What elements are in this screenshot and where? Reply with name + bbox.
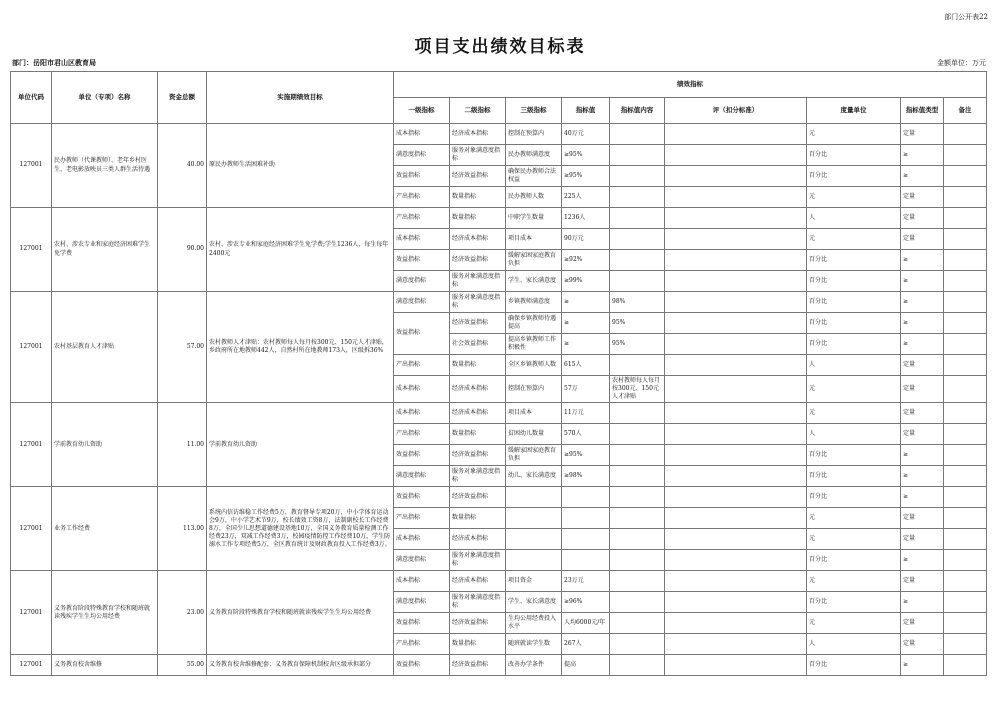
level2-cell: 社会效益指标	[450, 334, 506, 355]
col-header-name: 单位（专项）名称	[52, 72, 158, 124]
type-cell: ≥	[901, 487, 944, 508]
amount-unit-label: 金额单位：万元	[937, 59, 986, 67]
project-name-cell: 农村、涉农专业和家庭经济困难学生免学费	[52, 208, 158, 292]
col-header-type: 指标值类型	[901, 98, 944, 124]
level2-cell: 经济效益指标	[450, 655, 506, 676]
value-cell: ≥99%	[562, 271, 610, 292]
value-cell: ≥92%	[562, 250, 610, 271]
level1-cell: 满意度指标	[394, 145, 450, 166]
level1-cell: 产出指标	[394, 355, 450, 376]
level3-cell: 中职学生数量	[506, 208, 562, 229]
level3-cell: 提高乡镇教师工作积极性	[506, 334, 562, 355]
level2-cell: 数量指标	[450, 187, 506, 208]
table-row	[11, 655, 987, 676]
col-header-measure: 度量单位	[807, 98, 901, 124]
type-cell: ≥	[901, 250, 944, 271]
level1-cell: 效益指标	[394, 445, 450, 466]
col-header-amount: 资金总额	[158, 72, 207, 124]
remark-cell	[944, 445, 987, 466]
value-content-cell	[610, 571, 665, 592]
score-cell	[665, 592, 807, 613]
value-content-cell	[610, 145, 665, 166]
level2-cell: 经济成本指标	[450, 229, 506, 250]
level3-cell: 学生、家长满意度	[506, 271, 562, 292]
remark-cell	[944, 292, 987, 313]
type-cell: 定量	[901, 124, 944, 145]
col-header-remark: 备注	[944, 98, 987, 124]
table-row	[11, 403, 987, 424]
project-name-cell: 民办教师（代课教师）、老年乡村医生、老电影放映员三类人群生活待遇	[52, 124, 158, 208]
remark-cell	[944, 355, 987, 376]
score-cell	[665, 655, 807, 676]
level2-cell: 服务对象满意度指标	[450, 271, 506, 292]
value-content-cell	[610, 250, 665, 271]
remark-cell	[944, 634, 987, 655]
type-cell: 定量	[901, 229, 944, 250]
level1-cell: 成本指标	[394, 403, 450, 424]
value-content-cell	[610, 229, 665, 250]
level3-cell: 缓解家困家庭教育负担	[506, 445, 562, 466]
level2-cell: 数量指标	[450, 634, 506, 655]
type-cell: ≥	[901, 145, 944, 166]
level3-cell: 缓解家困家庭教育负担	[506, 250, 562, 271]
remark-cell	[944, 166, 987, 187]
value-content-cell	[610, 529, 665, 550]
score-cell	[665, 571, 807, 592]
value-cell: ≥	[562, 334, 610, 355]
score-cell	[665, 487, 807, 508]
value-cell: 225人	[562, 187, 610, 208]
level1-cell: 产出指标	[394, 634, 450, 655]
level3-cell	[506, 508, 562, 529]
value-cell: 40万元	[562, 124, 610, 145]
type-cell: 定量	[901, 529, 944, 550]
value-cell: 267人	[562, 634, 610, 655]
measure-cell: 百分比	[807, 292, 901, 313]
type-cell: 定量	[901, 355, 944, 376]
level2-cell: 经济成本指标	[450, 124, 506, 145]
target-cell: 系统内信访维稳工作经费5万，教育督导专项20万，中小学体育运动会9万，中小学艺术节9万，校长绩效工资8万，法制副校长工作经费8万，全国少儿思想道德建设基地10万，全国义务教育质量检测工作经费23万，双减工作经费3万，校园疫情防控工作经费10万，学生防溺水工作专项经费5万，全区教育统计及财政教育投入工作经费3万。	[207, 487, 394, 571]
target-cell: 义务教育校舍维修配套；义务教育保障机制校舍区级承担部分	[207, 655, 394, 676]
measure-cell: 百分比	[807, 466, 901, 487]
level1-cell: 效益指标	[394, 487, 450, 508]
measure-cell: 元	[807, 508, 901, 529]
level1-cell: 成本指标	[394, 529, 450, 550]
remark-cell	[944, 313, 987, 334]
value-content-cell	[610, 355, 665, 376]
remark-cell	[944, 334, 987, 355]
col-header-level1: 一级指标	[394, 98, 450, 124]
target-cell: 义务教育阶段特殊教育学校和随班就读残疾学生生均公用经费	[207, 571, 394, 655]
remark-cell	[944, 376, 987, 403]
measure-cell: 百分比	[807, 445, 901, 466]
level2-cell: 经济效益指标	[450, 445, 506, 466]
level1-cell: 产出指标	[394, 508, 450, 529]
value-content-cell: 95%	[610, 334, 665, 355]
page-title: 项目支出绩效目标表	[414, 37, 586, 57]
value-cell	[562, 529, 610, 550]
value-content-cell	[610, 424, 665, 445]
score-cell	[665, 124, 807, 145]
level2-cell: 服务对象满意度指标	[450, 592, 506, 613]
type-cell: ≥	[901, 466, 944, 487]
level3-cell: 贫困幼儿数量	[506, 424, 562, 445]
level3-cell: 生均公用经费投入水平	[506, 613, 562, 634]
measure-cell: 人	[807, 424, 901, 445]
score-cell	[665, 634, 807, 655]
value-content-cell	[610, 655, 665, 676]
measure-cell: 百分比	[807, 655, 901, 676]
level3-cell: 确保民办教师合法权益	[506, 166, 562, 187]
measure-cell: 元	[807, 613, 901, 634]
level1-cell: 满意度指标	[394, 466, 450, 487]
unit-code-cell: 127001	[11, 403, 52, 487]
value-cell: 提高	[562, 655, 610, 676]
level2-cell: 服务对象满意度指标	[450, 145, 506, 166]
level1-cell: 产出指标	[394, 424, 450, 445]
level2-cell: 服务对象满意度指标	[450, 466, 506, 487]
level1-cell: 成本指标	[394, 376, 450, 403]
amount-cell: 55.00	[158, 655, 207, 676]
level3-cell: 乡镇教师满意度	[506, 292, 562, 313]
remark-cell	[944, 613, 987, 634]
col-header-target: 实施期绩效目标	[207, 72, 394, 124]
measure-cell: 百分比	[807, 250, 901, 271]
score-cell	[665, 187, 807, 208]
remark-cell	[944, 145, 987, 166]
project-name-cell: 农村基层教育人才津贴	[52, 292, 158, 403]
level3-cell: 项目成本	[506, 403, 562, 424]
type-cell: 定量	[901, 376, 944, 403]
level3-cell: 确保乡镇教师待遇提高	[506, 313, 562, 334]
type-cell: ≥	[901, 550, 944, 571]
level3-cell: 民办教师满意度	[506, 145, 562, 166]
remark-cell	[944, 424, 987, 445]
level2-cell: 服务对象满意度指标	[450, 550, 506, 571]
value-cell: 23万元	[562, 571, 610, 592]
score-cell	[665, 145, 807, 166]
value-cell: 615人	[562, 355, 610, 376]
table-row	[11, 571, 987, 592]
score-cell	[665, 313, 807, 334]
unit-code-cell: 127001	[11, 124, 52, 208]
value-cell: ≥96%	[562, 592, 610, 613]
level2-cell: 服务对象满意度指标	[450, 292, 506, 313]
type-cell: ≥	[901, 271, 944, 292]
performance-table	[10, 71, 987, 676]
measure-cell: 元	[807, 403, 901, 424]
form-number: 部门公开表22	[944, 13, 988, 21]
measure-cell: 人	[807, 208, 901, 229]
value-cell: ≥	[562, 292, 610, 313]
level2-cell: 经济成本指标	[450, 571, 506, 592]
type-cell: 定量	[901, 634, 944, 655]
unit-code-cell: 127001	[11, 292, 52, 403]
remark-cell	[944, 271, 987, 292]
type-cell: ≥	[901, 655, 944, 676]
score-cell	[665, 292, 807, 313]
col-header-value: 指标值	[562, 98, 610, 124]
project-name-cell: 业务工作经费	[52, 487, 158, 571]
target-cell: 农村、涉农专业和家庭经济困难学生免学费;学生1236人，每生每年2400元	[207, 208, 394, 292]
remark-cell	[944, 187, 987, 208]
measure-cell: 人	[807, 355, 901, 376]
score-cell	[665, 355, 807, 376]
level3-cell: 控制在预算内	[506, 124, 562, 145]
type-cell: 定量	[901, 403, 944, 424]
level3-cell: 随班就读学生数	[506, 634, 562, 655]
score-cell	[665, 376, 807, 403]
score-cell	[665, 550, 807, 571]
score-cell	[665, 613, 807, 634]
value-content-cell	[610, 166, 665, 187]
level3-cell: 项目成本	[506, 229, 562, 250]
project-name-cell: 义务教育阶段特殊教育学校和随班就读残疾学生生均公用经费	[52, 571, 158, 655]
level2-cell: 经济效益指标	[450, 250, 506, 271]
value-cell: 1236人	[562, 208, 610, 229]
value-content-cell: 农村教师每人每月按300元、150元人才津贴	[610, 376, 665, 403]
value-content-cell	[610, 508, 665, 529]
level3-cell: 改善办学条件	[506, 655, 562, 676]
level2-cell: 数量指标	[450, 208, 506, 229]
level1-cell: 产出指标	[394, 187, 450, 208]
amount-cell: 90.00	[158, 208, 207, 292]
remark-cell	[944, 508, 987, 529]
measure-cell: 百分比	[807, 145, 901, 166]
value-cell: ≥95%	[562, 445, 610, 466]
level1-cell: 效益指标	[394, 313, 450, 355]
remark-cell	[944, 403, 987, 424]
measure-cell: 百分比	[807, 313, 901, 334]
level3-cell	[506, 550, 562, 571]
level3-cell: 学生、家长满意度	[506, 592, 562, 613]
col-header-indicators: 绩效指标	[394, 72, 987, 98]
type-cell: ≥	[901, 592, 944, 613]
value-cell: ≥95%	[562, 145, 610, 166]
value-content-cell	[610, 613, 665, 634]
measure-cell: 元	[807, 124, 901, 145]
col-header-level3: 三级指标	[506, 98, 562, 124]
measure-cell: 百分比	[807, 334, 901, 355]
level1-cell: 成本指标	[394, 124, 450, 145]
level2-cell: 经济成本指标	[450, 376, 506, 403]
level2-cell: 经济成本指标	[450, 403, 506, 424]
amount-cell: 57.00	[158, 292, 207, 403]
level1-cell: 满意度指标	[394, 550, 450, 571]
remark-cell	[944, 229, 987, 250]
value-cell	[562, 550, 610, 571]
col-header-value-content: 指标值内容	[610, 98, 665, 124]
project-name-cell: 义务教育校舍维修	[52, 655, 158, 676]
value-cell	[562, 487, 610, 508]
col-header-score: 评（扣分标准）	[665, 98, 807, 124]
score-cell	[665, 229, 807, 250]
amount-cell: 113.00	[158, 487, 207, 571]
unit-code-cell: 127001	[11, 571, 52, 655]
col-header-code: 单位代码	[11, 72, 52, 124]
type-cell: 定量	[901, 571, 944, 592]
level2-cell: 经济效益指标	[450, 613, 506, 634]
value-content-cell	[610, 550, 665, 571]
remark-cell	[944, 250, 987, 271]
value-content-cell	[610, 445, 665, 466]
project-name-cell: 学前教育幼儿资助	[52, 403, 158, 487]
type-cell: 定量	[901, 187, 944, 208]
level2-cell: 经济效益指标	[450, 313, 506, 334]
value-content-cell	[610, 403, 665, 424]
level1-cell: 满意度指标	[394, 292, 450, 313]
value-cell: 90万元	[562, 229, 610, 250]
level3-cell: 民办教师人数	[506, 187, 562, 208]
measure-cell: 百分比	[807, 592, 901, 613]
value-cell: 11万元	[562, 403, 610, 424]
measure-cell: 元	[807, 571, 901, 592]
score-cell	[665, 466, 807, 487]
measure-cell: 百分比	[807, 166, 901, 187]
value-cell	[562, 508, 610, 529]
level1-cell: 效益指标	[394, 613, 450, 634]
score-cell	[665, 208, 807, 229]
score-cell	[665, 424, 807, 445]
level2-cell: 经济成本指标	[450, 529, 506, 550]
type-cell: 定量	[901, 424, 944, 445]
level1-cell: 成本指标	[394, 571, 450, 592]
level2-cell: 经济效益指标	[450, 166, 506, 187]
score-cell	[665, 250, 807, 271]
measure-cell: 百分比	[807, 487, 901, 508]
amount-cell: 23.00	[158, 571, 207, 655]
level3-cell: 幼儿、家长满意度	[506, 466, 562, 487]
value-cell: ≥	[562, 313, 610, 334]
remark-cell	[944, 550, 987, 571]
measure-cell: 百分比	[807, 271, 901, 292]
value-content-cell: 95%	[610, 313, 665, 334]
table-row	[11, 292, 987, 313]
target-cell: 农村教师人才津贴：农村教师每人每月按300元、150元人才津贴，乡政府所在地教师442人，自然村所在地教师173人，区级拆36%	[207, 292, 394, 403]
type-cell: 定量	[901, 208, 944, 229]
measure-cell: 元	[807, 187, 901, 208]
unit-code-cell: 127001	[11, 655, 52, 676]
level1-cell: 效益指标	[394, 250, 450, 271]
level3-cell: 全区乡镇教师人数	[506, 355, 562, 376]
value-cell: ≥98%	[562, 466, 610, 487]
value-cell: 57万	[562, 376, 610, 403]
unit-code-cell: 127001	[11, 487, 52, 571]
value-content-cell	[610, 592, 665, 613]
measure-cell: 人	[807, 634, 901, 655]
department-label: 部门：岳阳市君山区教育局	[12, 58, 96, 67]
score-cell	[665, 166, 807, 187]
level3-cell	[506, 529, 562, 550]
score-cell	[665, 445, 807, 466]
type-cell: ≥	[901, 313, 944, 334]
measure-cell: 元	[807, 229, 901, 250]
value-cell: 570人	[562, 424, 610, 445]
type-cell: 定量	[901, 508, 944, 529]
target-cell: 原民办教师生活困难补助	[207, 124, 394, 208]
type-cell: 定量	[901, 613, 944, 634]
score-cell	[665, 403, 807, 424]
table-body	[11, 124, 987, 676]
target-cell: 学前教育幼儿资助	[207, 403, 394, 487]
remark-cell	[944, 529, 987, 550]
remark-cell	[944, 466, 987, 487]
level3-cell	[506, 487, 562, 508]
type-cell: ≥	[901, 445, 944, 466]
level1-cell: 效益指标	[394, 166, 450, 187]
score-cell	[665, 529, 807, 550]
level3-cell: 项目资金	[506, 571, 562, 592]
score-cell	[665, 271, 807, 292]
level2-cell: 经济效益指标	[450, 487, 506, 508]
remark-cell	[944, 571, 987, 592]
table-row	[11, 487, 987, 508]
level1-cell: 效益指标	[394, 655, 450, 676]
value-content-cell	[610, 124, 665, 145]
value-content-cell: 98%	[610, 292, 665, 313]
value-content-cell	[610, 487, 665, 508]
value-cell: 人均6000元/年	[562, 613, 610, 634]
remark-cell	[944, 592, 987, 613]
level3-cell: 控制在预算内	[506, 376, 562, 403]
level2-cell: 数量指标	[450, 355, 506, 376]
value-content-cell	[610, 187, 665, 208]
level1-cell: 满意度指标	[394, 271, 450, 292]
unit-code-cell: 127001	[11, 208, 52, 292]
type-cell: ≥	[901, 166, 944, 187]
amount-cell: 11.00	[158, 403, 207, 487]
level1-cell: 成本指标	[394, 229, 450, 250]
value-cell: ≥95%	[562, 166, 610, 187]
score-cell	[665, 334, 807, 355]
remark-cell	[944, 487, 987, 508]
level1-cell: 满意度指标	[394, 592, 450, 613]
value-content-cell	[610, 271, 665, 292]
score-cell	[665, 508, 807, 529]
remark-cell	[944, 124, 987, 145]
type-cell: ≥	[901, 334, 944, 355]
value-content-cell	[610, 466, 665, 487]
table-row	[11, 124, 987, 145]
value-content-cell	[610, 634, 665, 655]
col-header-level2: 二级指标	[450, 98, 506, 124]
measure-cell: 百分比	[807, 550, 901, 571]
remark-cell	[944, 208, 987, 229]
value-content-cell	[610, 208, 665, 229]
level2-cell: 数量指标	[450, 424, 506, 445]
remark-cell	[944, 655, 987, 676]
level2-cell: 数量指标	[450, 508, 506, 529]
measure-cell: 元	[807, 376, 901, 403]
level1-cell: 产出指标	[394, 208, 450, 229]
measure-cell: 元	[807, 529, 901, 550]
amount-cell: 40.00	[158, 124, 207, 208]
type-cell: ≥	[901, 292, 944, 313]
table-row	[11, 208, 987, 229]
